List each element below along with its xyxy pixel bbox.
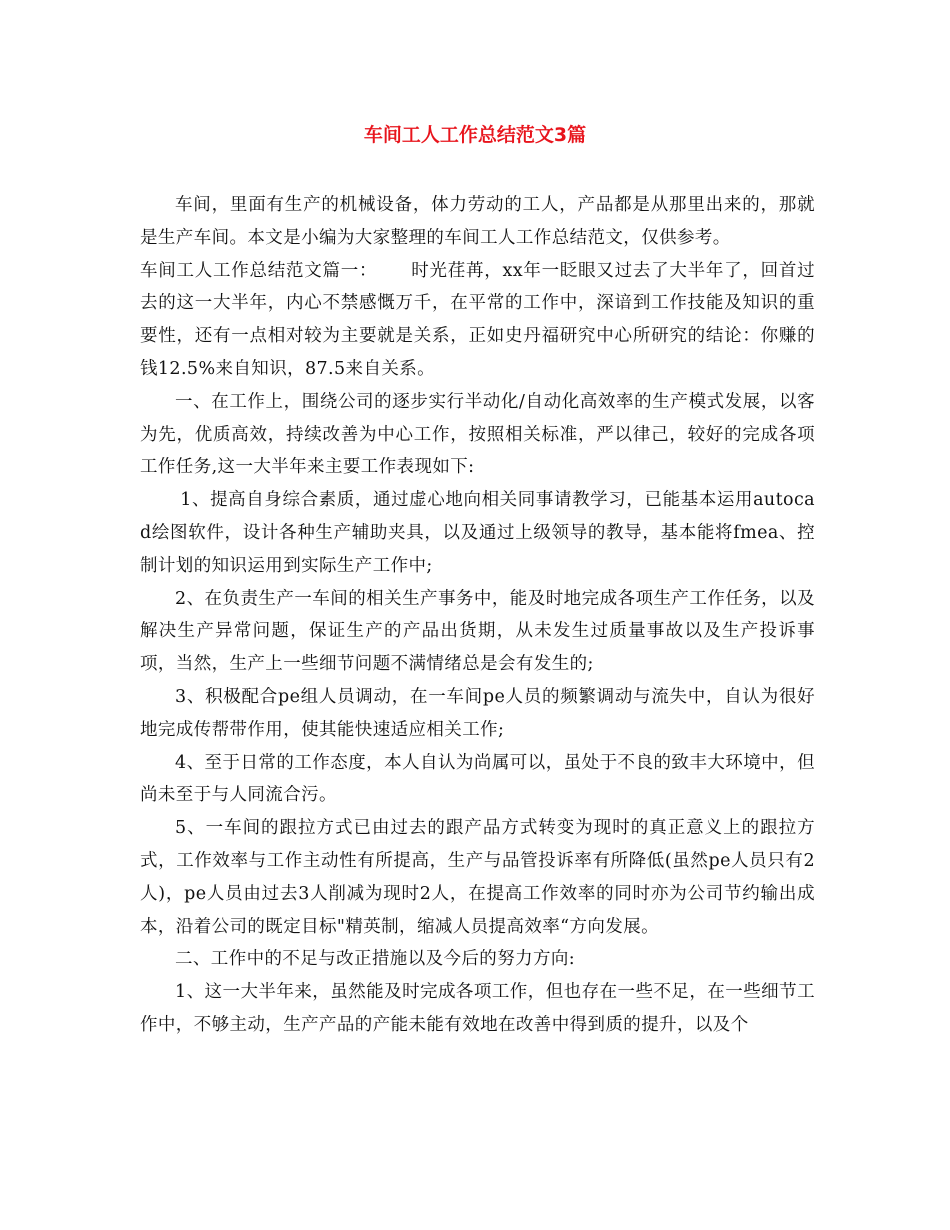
paragraph-item-3: 3、积极配合pe组人员调动，在一车间pe人员的频繁调动与流失中，自认为很好地完成传帮带作用，使其能快速适应相关工作;: [140, 686, 815, 740]
document-title: 车间工人工作总结范文3篇: [363, 124, 587, 146]
document-body: [140, 189, 815, 1042]
paragraph-intro: 车间，里面有生产的机械设备，体力劳动的工人，产品都是从那里出来的，那就是生产车间。本文是小编为大家整理的车间工人工作总结范文，仅供参考。: [140, 195, 815, 248]
paragraph-shortcomings-1: 1、这一大半年来，虽然能及时完成各项工作，但也存在一些不足，在一些细节工作中，不够主动，生产产品的产能未能有效地在改善中得到质的提升，以及个: [140, 982, 815, 1035]
paragraph-work-overview: 一、在工作上，围绕公司的逐步实行半动化/自动化高效率的生产模式发展，以客为先，优质高效，持续改善为中心工作，按照相关标准，严以律己，较好的完成各项工作任务,这一大半年来主要工作表现如下:: [140, 391, 815, 478]
paragraph-section-one: 车间工人工作总结范文篇一： 时光荏苒，xx年一眨眼又过去了大半年了，回首过去的这一大半年，内心不禁感慨万千，在平常的工作中，深谙到工作技能及知识的重要性，还有一点相对较为主要就是关系，正如史丹福研究中心所研究的结论：你赚的钱12.5%来自知识，87.5来自关系。: [140, 260, 815, 379]
paragraph-shortcomings-heading: 二、工作中的不足与改正措施以及今后的努力方向:: [175, 949, 576, 970]
paragraph-item-4: 4、至于日常的工作态度，本人自认为尚属可以，虽处于不良的致丰大环境中，但尚未至于与人同流合污。: [140, 752, 815, 806]
paragraph-item-2: 2、在负责生产一车间的相关生产事务中，能及时地完成各项生产工作任务，以及解决生产异常问题，保证生产的产品出货期，从未发生过质量事故以及生产投诉事项，当然，生产上一些细节问题不满情绪总是会有发生的;: [140, 588, 815, 675]
paragraph-item-1: 1、提高自身综合素质，通过虚心地向相关同事请教学习，已能基本运用autocad绘图软件，设计各种生产辅助夹具，以及通过上级领导的教导，基本能将fmea、控制计划的知识运用到实际生产工作中;: [140, 490, 815, 576]
paragraph-item-5: 5、一车间的跟拉方式已由过去的跟产品方式转变为现时的真正意义上的跟拉方式，工作效率与工作主动性有所提高，生产与品管投诉率有所降低(虽然pe人员只有2人)，pe人员由过去3人削减为现时2人，在提高工作效率的同时亦为公司节约输出成本，沿着公司的既定目标"精英制，缩减人员提高效率“方向发展。: [140, 818, 815, 937]
